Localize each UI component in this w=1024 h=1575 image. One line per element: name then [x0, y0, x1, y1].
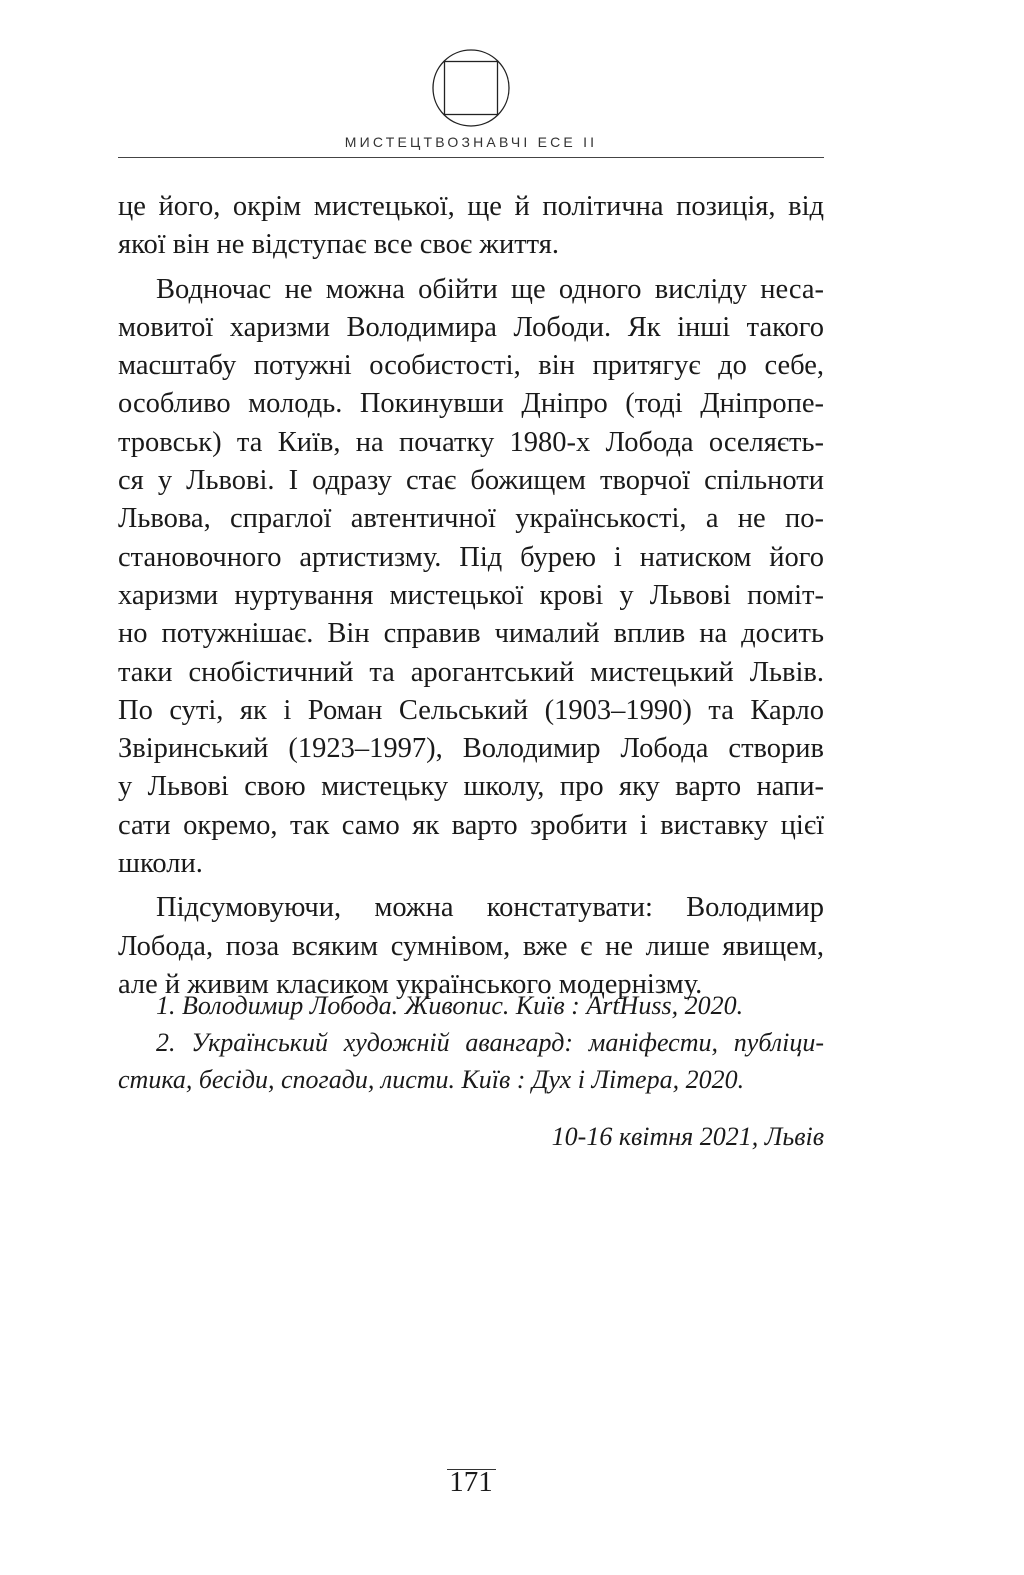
dateline: 10-16 квітня 2021, Львів — [551, 1122, 824, 1151]
paragraph — [118, 271, 824, 884]
text-line: Львова, спраглої автентичної українськості, а не по- — [118, 503, 824, 535]
text-line: Лобода, поза всяким сумнівом, вже є не лише явищем, — [118, 930, 824, 962]
header-divider — [118, 157, 824, 158]
text-line: особливо молодь. Покинувши Дніпро (тоді Дніпропе- — [118, 388, 824, 420]
text-line: харизми нуртування мистецької крові у Львові помiт- — [118, 579, 824, 611]
text-line: становочного артистизму. Під бурею і натиском його — [118, 541, 824, 573]
page-number: 171 — [449, 1466, 493, 1498]
footnote-2-line: стика, бесіди, спогади, листи. Київ : Дух і Літера, 2020. — [118, 1065, 745, 1094]
text-line: таки снобістичний та арогантський мистецький Львів. — [118, 656, 824, 688]
article-body — [118, 188, 824, 1004]
text-line: ся у Львові. І одразу стає божищем творчої спільноти — [118, 465, 824, 497]
text-line: але й живим класиком українського модернізму. — [118, 968, 703, 1000]
paragraph — [118, 188, 824, 265]
circle-square-emblem-icon — [431, 48, 511, 128]
text-line: Водночас не можна обійти ще одного вислiду неса- — [156, 273, 824, 305]
footnote-2-line: 2. Український художній авангард: маніфести, публіци- — [156, 1028, 824, 1057]
text-line: школи. — [118, 848, 203, 880]
footnotes — [118, 987, 824, 1098]
text-line: якої він не відступає все своє життя. — [118, 229, 559, 261]
footnote-1: 1. Володимир Лобода. Живопис. Київ : ArtHuss, 2020. — [156, 991, 744, 1020]
text-line: тровськ) та Київ, на початку 1980-х Лобода оселяєть- — [118, 426, 824, 458]
text-line: Підсумовуючи, можна констатувати: Володимир — [156, 892, 824, 924]
text-line: це його, окрім мистецької, ще й політична позиція, від — [118, 191, 824, 222]
text-line: мовитої харизми Володимира Лободи. Як інші такого — [118, 311, 824, 343]
text-line: Звіринський (1923–1997), Володимир Лобода створив — [118, 733, 824, 765]
text-line: но потужнішає. Він справив чималий вплив на досить — [118, 618, 824, 650]
text-line: масштабу потужні особистості, він притягує до себе, — [118, 350, 824, 382]
text-line: сати окремо, так само як варто зробити і виставку цієї — [118, 809, 824, 841]
running-title: МИСТЕЦТВОЗНАВЧІ ЕСЕ II — [344, 134, 598, 150]
text-line: у Львові свою мистецьку школу, про яку варто напи- — [118, 771, 824, 803]
text-line: По суті, як і Роман Сельський (1903–1990) та Карло — [118, 694, 824, 726]
